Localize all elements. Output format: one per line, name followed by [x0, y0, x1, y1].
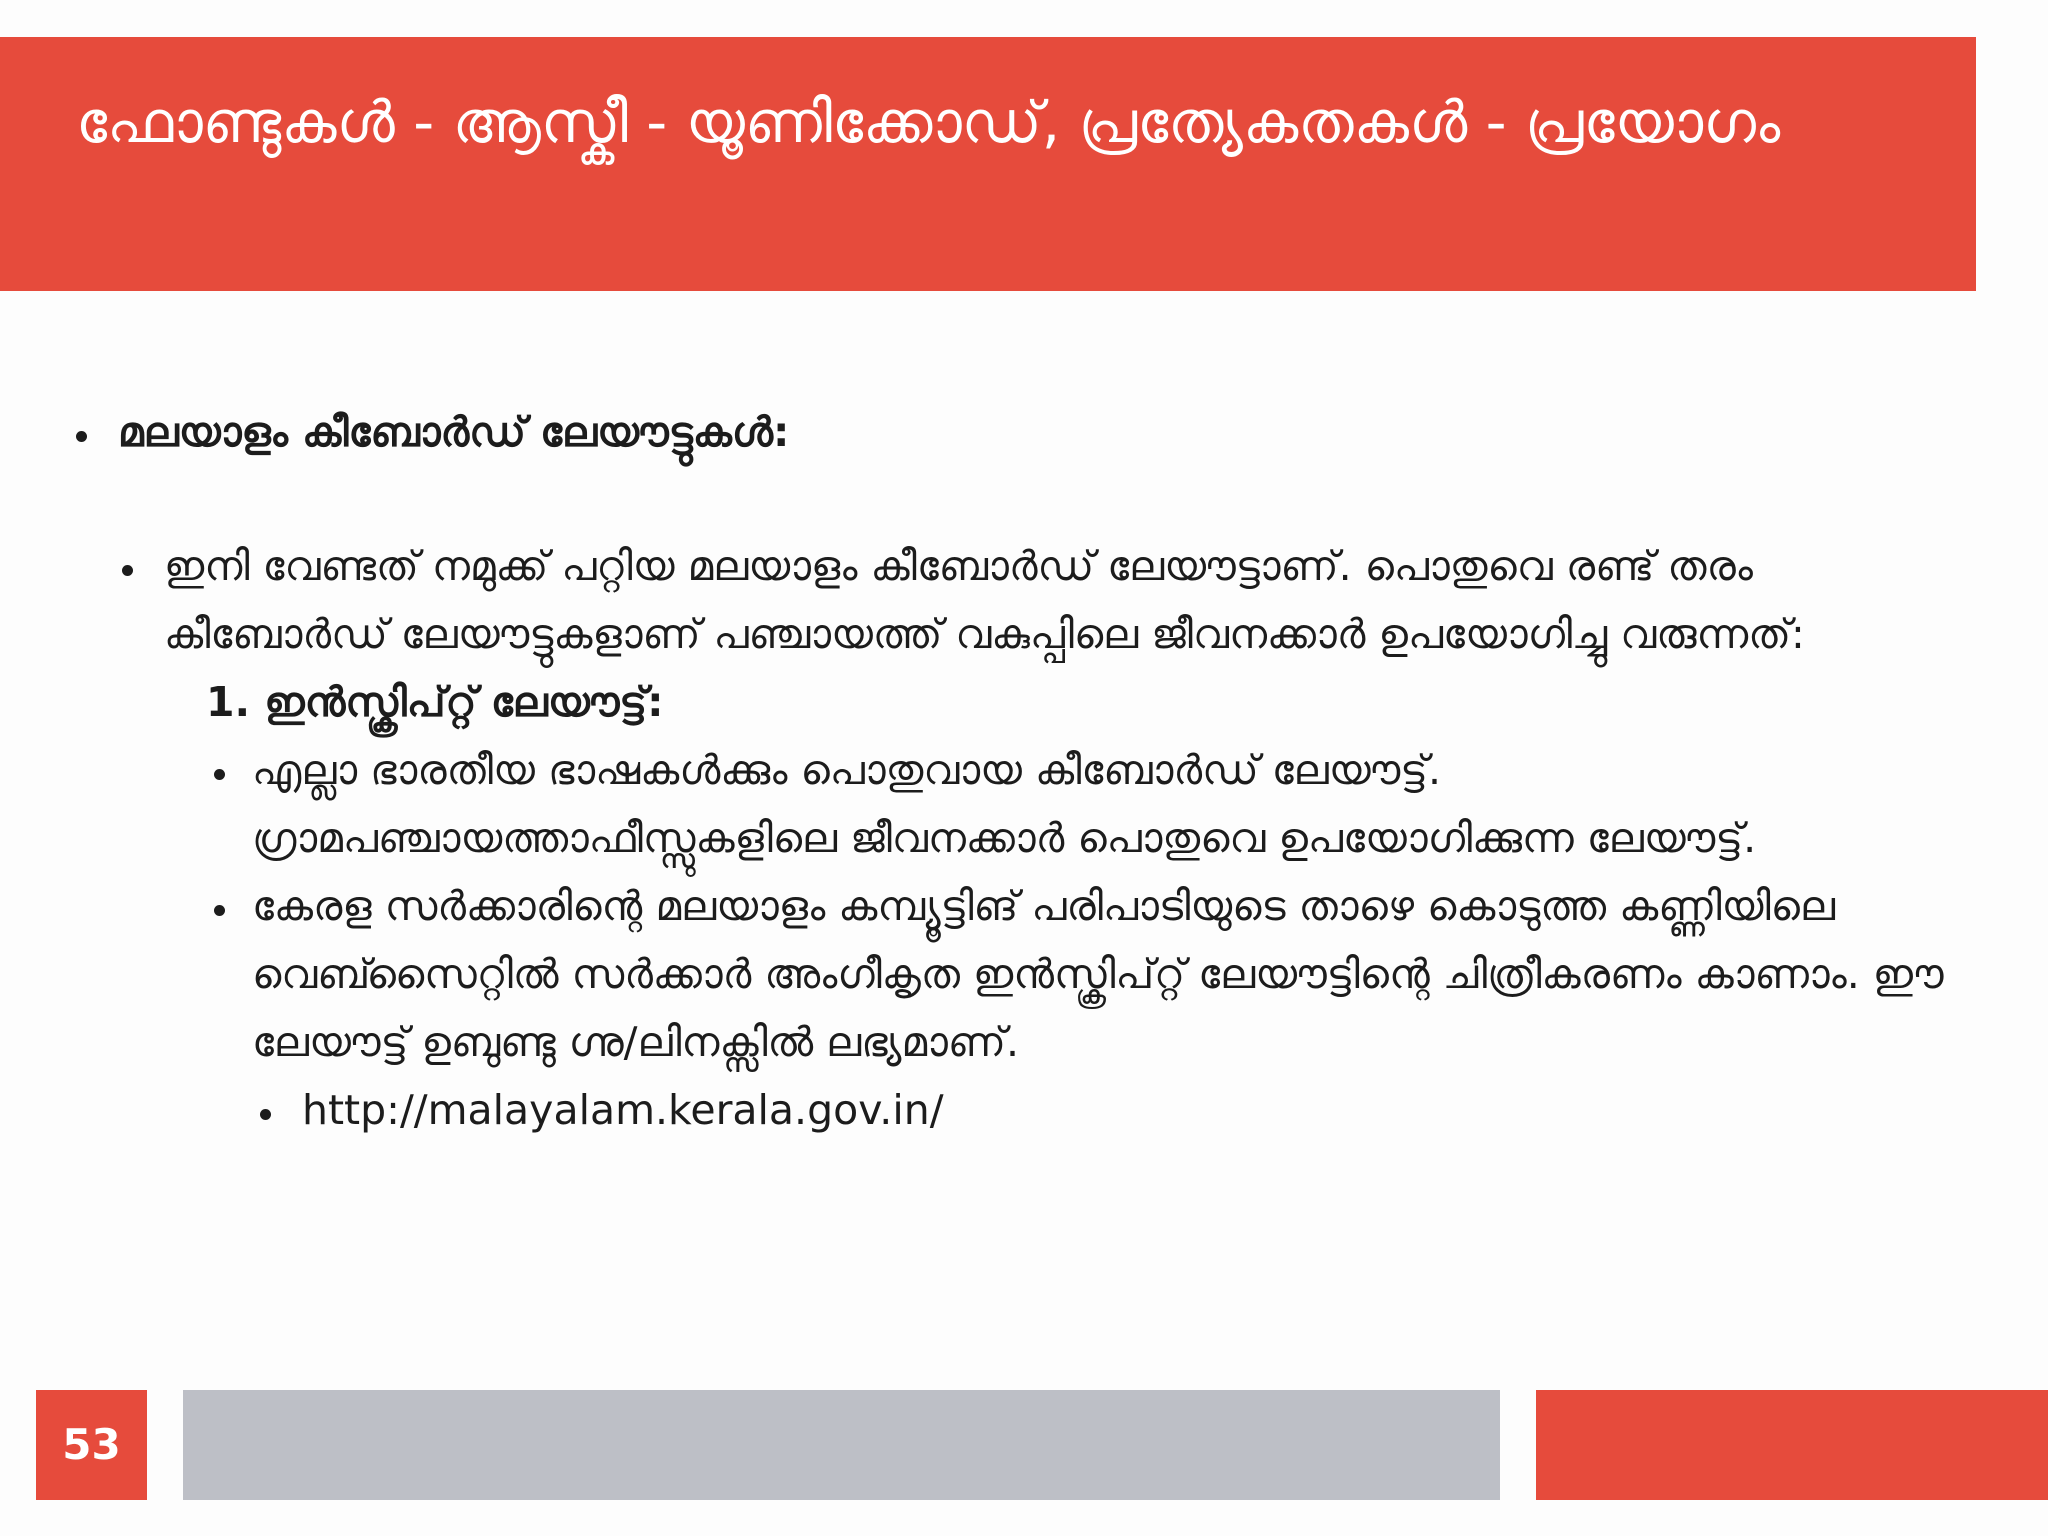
slide-title: ഫോണ്ടുകൾ - ആസ്കീ - യൂണിക്കോഡ്, പ്രത്യേകതകൾ - പ്രയോഗം	[76, 88, 1781, 156]
page-number: 53	[36, 1390, 147, 1500]
website-link[interactable]: http://malayalam.kerala.gov.in/	[252, 1076, 1978, 1144]
sub-bullet-1: എല്ലാ ഭാരതീയ ഭാഷകൾക്കും പൊതുവായ കീബോർഡ് ലേയൗട്ട്. ഗ്രാമപഞ്ചായത്താഫീസ്സുകളിലെ ജീവനക്കാർ പൊതുവെ ഉപയോഗിക്കുന്ന ലേയൗട്ട്.	[206, 736, 1978, 872]
title-bar	[0, 37, 1976, 291]
sub-bullet-2: കേരള സർക്കാരിന്റെ മലയാളം കമ്പ്യൂട്ടിങ് പരിപാടിയുടെ താഴെ കൊടുത്ത കണ്ണിയിലെ വെബ്സൈറ്റിൽ സർക്കാർ അംഗീകൃത ഇൻസ്ക്രിപ്റ്റ് ലേയൗട്ടിന്റെ ചിത്രീകരണം കാണാം. ഈ ലേയൗട്ട് ഉബുണ്ടു ഗ്നു/ലിനക്സിൽ ലഭ്യമാണ്.	[206, 872, 1978, 1076]
footer-gray-bar	[183, 1390, 1500, 1500]
footer-red-bar	[1536, 1390, 2048, 1500]
intro-bullet: ഇനി വേണ്ടത് നമുക്ക് പറ്റിയ മലയാളം കീബോർഡ് ലേയൗട്ടാണ്. പൊതുവെ രണ്ട് തരം കീബോർഡ് ലേയൗട്ടുകളാണ് പഞ്ചായത്ത് വകുപ്പിലെ ജീവനക്കാർ ഉപയോഗിച്ചു വരുന്നത്:	[114, 532, 1978, 668]
slide-content	[68, 398, 1978, 1144]
numbered-item: 1. ഇൻസ്ക്രിപ്റ്റ് ലേയൗട്ട്:	[206, 678, 664, 726]
heading-bullet: മലയാളം കീബോർഡ് ലേയൗട്ടുകൾ:	[68, 398, 1978, 466]
